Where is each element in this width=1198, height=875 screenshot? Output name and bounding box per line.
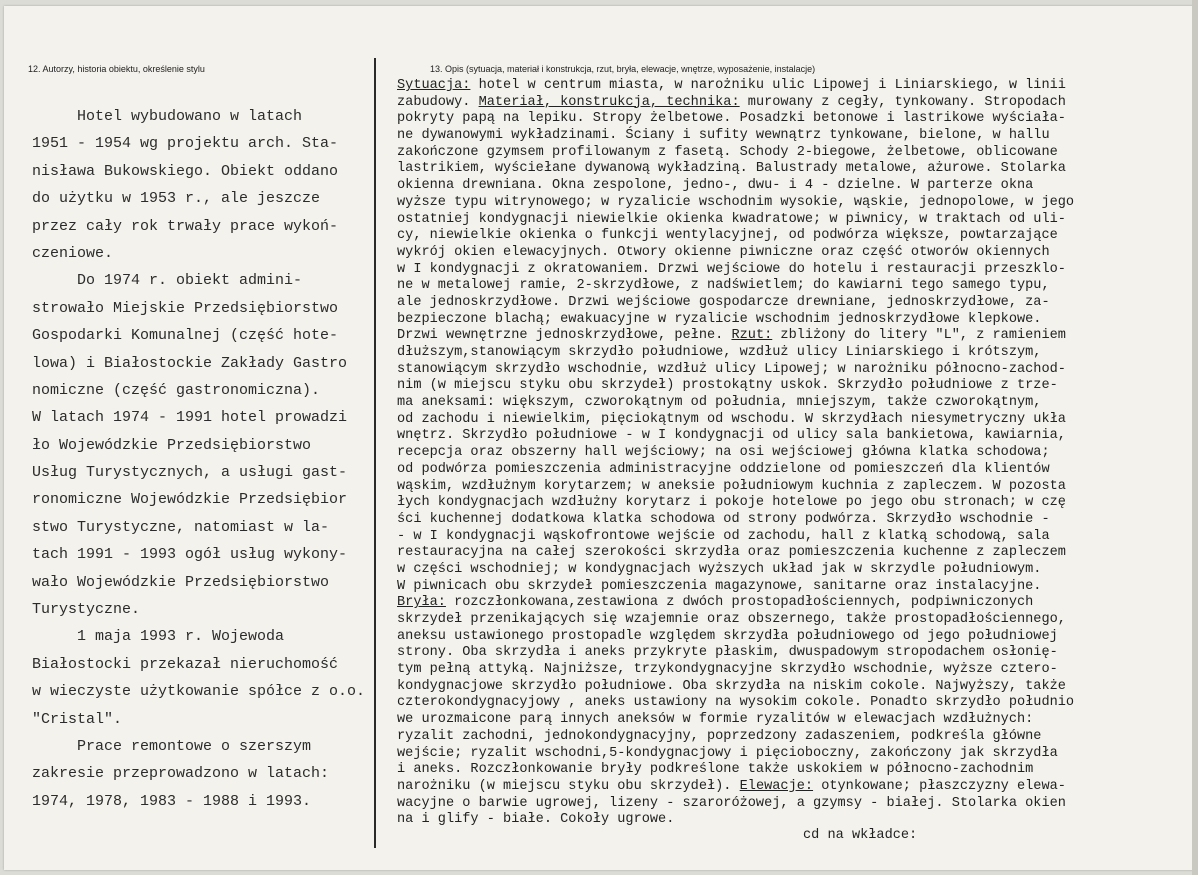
history-line: Gospodarki Komunalnej (część hote-: [32, 327, 339, 345]
description-segment: skrzydeł przenikających się wzajemnie oraz obszernego, także prostopadłościennego,: [397, 612, 1066, 627]
description-line: [397, 529, 1194, 546]
description-line: [397, 362, 1194, 379]
history-line: 1 maja 1993 r. Wojewoda: [32, 628, 285, 646]
description-segment: wyższe typu witrynowego; w ryzalicie wschodnim wysokie, wąskie, jednopolowe, w jego: [397, 194, 1075, 210]
description-segment: zbliżony do litery "L", z ramieniem: [772, 328, 1066, 344]
description-segment: od podwórza pomieszczenia administracyjne oddzielone od pomieszczeń dla klientów: [397, 461, 1050, 477]
description-segment: ne w metalowej ramie, 2-skrzydłowe, z nadświetlem; do kawiarni tego samego typu,: [397, 278, 1050, 294]
description-segment: pokryty papą na lepiku. Stropy żelbetowe. Posadzki betonowe i lastrikowe wyściała-: [397, 111, 1066, 127]
description-line: [397, 161, 1194, 178]
history-line: Usług Turystycznych, a usługi gast-: [32, 464, 348, 482]
description-line: [397, 762, 1194, 779]
history-line: do użytku w 1953 r., ale jeszcze: [32, 190, 321, 208]
description-segment: strony. Oba skrzydła i aneks przykryte płaskim, dwuspadowym stropodachem osłonię-: [397, 645, 1058, 661]
description-line: [397, 295, 1194, 312]
description-segment: dłuższym,stanowiącym skrzydło południowe, wzdłuż ulicy Liniarskiego i krótszym,: [397, 345, 1042, 360]
left-section-header: 12. Autorzy, historia obiektu, określenie stylu: [28, 64, 205, 74]
history-line: nisława Bukowskiego. Obiekt oddano: [32, 162, 339, 180]
description-segment: W piwnicach obu skrzydeł pomieszczenia magazynowe, sanitarne oraz instalacyjne.: [397, 578, 1042, 594]
description-line: [397, 195, 1194, 212]
description-segment: ści kuchennej dodatkowa klatka schodowa od strony podwórza. Skrzydło wschodnie -: [397, 511, 1050, 527]
history-line: wało Wojewódzkie Przedsiębiorstwo: [32, 573, 330, 591]
description-line: [397, 645, 1194, 662]
description-segment: otynkowane; płaszczyzny elewa-: [813, 778, 1066, 794]
description-line: [397, 95, 1194, 112]
description-segment: tym pełną attyką. Najniższe, trzykondygnacyjne skrzydło wschodnie, wyższe cztero-: [397, 662, 1058, 678]
description-segment: cy, niewielkie okienka o funkcji wentylacyjnej, od podwórza większe, powtarzające: [397, 228, 1058, 244]
description-line: [397, 78, 1194, 95]
description-segment: aneksu ustawionego prostopadle względem skrzydła południowego od jego południowej: [397, 628, 1058, 644]
description-segment: ryzalit zachodni, jednokondygnacyjny, poprzedzony zadaszeniem, podkreśla główne: [397, 728, 1042, 744]
description-segment: zabudowy.: [397, 94, 479, 110]
description-line: [397, 712, 1194, 729]
description-line: [397, 479, 1194, 496]
description-line: [397, 445, 1194, 462]
description-line: [397, 779, 1194, 796]
description-line: [397, 729, 1194, 746]
history-line: ło Wojewódzkie Przedsiębiorstwo: [32, 436, 312, 454]
page-edge: [1192, 0, 1198, 875]
description-line: [397, 345, 1194, 362]
description-segment: lastrikiem, wyściełane dywanową wykładziną. Balustrady metalowe, ażurowe. Stolarka: [397, 161, 1066, 177]
description-line: [397, 228, 1194, 245]
description-line: [397, 428, 1194, 445]
section-label: Sytuacja:: [397, 78, 471, 93]
description-segment: nim (w miejscu styku obu skrzydeł) prostokątny uskok. Skrzydło południowe z trze-: [397, 378, 1058, 394]
description-segment: od zachodu i niewielkim, pięciokątnym od wschodu. W skrzydłach niesymetryczny ukła: [397, 411, 1066, 427]
description-segment: i aneks. Rozczłonkowanie bryły podkreślone także uskokiem w północno-zachodnim: [397, 762, 1034, 778]
section-label: Elewacje:: [739, 778, 814, 794]
description-line: [397, 545, 1194, 562]
description-segment: wnętrz. Skrzydło południowe - w I kondygnacji od ulicy sala bankietowa, kawiarnia,: [397, 428, 1066, 444]
document-sheet: [4, 6, 1194, 870]
description-line: [397, 328, 1194, 345]
description-line: [397, 128, 1194, 145]
history-line: stwo Turystyczne, natomiast w la-: [32, 518, 330, 536]
history-line: zakresie przeprowadzono w latach:: [32, 765, 330, 783]
description-line: [397, 579, 1194, 596]
description-line: [397, 145, 1194, 162]
history-line: Prace remontowe o szerszym: [32, 737, 312, 755]
description-line: [397, 612, 1194, 629]
right-section-header: 13. Opis (sytuacja, materiał i konstrukcja, rzut, bryła, elewacje, wnętrze, wyposażenie, instalacje): [430, 64, 816, 74]
description-line: [397, 245, 1194, 262]
description-line: [397, 111, 1194, 128]
description-segment: czterokondygnacyjowy , aneks ustawiony na wysokim cokole. Ponadto skrzydło południo: [397, 695, 1075, 711]
history-line: ronomiczne Wojewódzkie Przedsiębior: [32, 491, 348, 509]
description-line: [397, 178, 1194, 195]
history-line: 1951 - 1954 wg projektu arch. Sta-: [32, 135, 339, 153]
description-line: [397, 512, 1194, 529]
description-line: [397, 462, 1194, 479]
description-segment: rozczłonkowana,zestawiona z dwóch prostopadłościennych, podpiwniczonych: [445, 595, 1034, 611]
history-text: [32, 103, 377, 815]
description-segment: łych kondygnacjach wzdłużny korytarz i pokoje hotelowe po jego obu stronach; w czę: [397, 495, 1066, 511]
description-text: [397, 78, 1194, 829]
history-line: strowało Miejskie Przedsiębiorstwo: [32, 299, 339, 317]
description-line: [397, 412, 1194, 429]
history-line: "Cristal".: [32, 710, 123, 728]
description-segment: ale jednoskrzydłowe. Drzwi wejściowe gospodarcze drewniane, jednoskrzydłowe, za-: [397, 294, 1050, 310]
description-line: [397, 378, 1194, 395]
history-line: lowa) i Białostockie Zakłady Gastro: [32, 354, 348, 372]
description-line: [397, 629, 1194, 646]
description-segment: wacyjne o barwie ugrowej, lizeny - szaroróżowej, a gzymsy - białej. Stolarka okien: [397, 795, 1066, 811]
history-line: Hotel wybudowano w latach: [32, 108, 303, 125]
description-segment: ostatniej kondygnacji niewielkie okienka kwadratowe; w piwnicy, w traktach od uli-: [397, 211, 1066, 227]
history-line: przez cały rok trwały prace wykoń-: [32, 217, 339, 235]
description-line: [397, 212, 1194, 229]
description-segment: Drzwi wewnętrzne jednoskrzydłowe, pełne.: [397, 328, 732, 344]
description-line: [397, 662, 1194, 679]
description-segment: - w I kondygnacji wąskofrontowe wejście od zachodu, hall z klatką schodową, sala: [397, 528, 1050, 544]
description-segment: wykrój okien elewacyjnych. Otwory okienne piwniczne oraz część otworów okiennych: [397, 244, 1050, 260]
description-line: [397, 812, 1194, 829]
description-segment: we urozmaicone parą innych aneksów w formie ryzalitów w elewacjach wzdłużnych:: [397, 712, 1034, 728]
section-label: Bryła:: [397, 595, 446, 611]
description-segment: ma aneksami: większym, czworokątnym od południa, mniejszym, także czworokątnym,: [397, 395, 1042, 411]
description-line: [397, 746, 1194, 763]
description-line: [397, 562, 1194, 579]
description-segment: wejście; ryzalit wschodni,5-kondygnacjowy i pięcioboczny, zakończony jak skrzydła: [397, 745, 1058, 761]
description-segment: stanowiącym skrzydło wschodnie, wzdłuż ulicy Lipowej; w narożniku północno-zachod-: [397, 361, 1066, 377]
description-segment: hotel w centrum miasta, w narożniku ulic Lipowej i Liniarskiego, w linii: [470, 78, 1066, 93]
description-line: [397, 796, 1194, 813]
history-line: czeniowe.: [32, 244, 114, 262]
description-line: [397, 278, 1194, 295]
description-line: [397, 679, 1194, 696]
description-line: [397, 312, 1194, 329]
history-line: Do 1974 r. obiekt admini-: [32, 272, 303, 290]
description-segment: w części wschodniej; w kondygnacjach wyższych układ jak w skrzydle południowym.: [397, 561, 1042, 577]
history-line: Turystyczne.: [32, 601, 141, 619]
history-line: nomiczne (część gastronomiczna).: [32, 381, 321, 399]
description-line: [397, 495, 1194, 512]
description-segment: murowany z cegły, tynkowany. Stropodach: [739, 94, 1066, 110]
description-segment: kondygnacjowe skrzydło południowe. Oba skrzydła na niskim cokole. Najwyższy, także: [397, 678, 1066, 694]
description-line: [397, 262, 1194, 279]
history-line: tach 1991 - 1993 ogół usług wykony-: [32, 546, 348, 564]
description-segment: w I kondygnacji z okratowaniem. Drzwi wejściowe do hotelu i restauracji przeszklo-: [397, 261, 1066, 277]
description-segment: recepcja oraz obszerny hall wejściowy; na osi wejściowej główna klatka schodowa;: [397, 445, 1050, 461]
description-segment: restauracyjna na całej szerokości skrzydła oraz pomieszczenia kuchenne z zapleczem: [397, 545, 1066, 561]
section-label: Rzut:: [731, 328, 773, 344]
description-segment: na i glify - białe. Cokoły ugrowe.: [397, 812, 675, 828]
description-line: [397, 395, 1194, 412]
description-segment: zakończone gzymsem profilowanym z fasetą. Schody 2-biegowe, żelbetowe, oblicowane: [397, 144, 1058, 160]
continuation-note: cd na wkładce:: [803, 828, 918, 843]
description-segment: ne dywanowymi wykładzinami. Ściany i sufity wewnątrz tynkowane, bielone, w hallu: [397, 128, 1050, 144]
history-line: w wieczyste użytkowanie spółce z o.o.: [32, 683, 366, 701]
history-line: Białostocki przekazał nieruchomość: [32, 655, 339, 673]
description-segment: narożniku (w miejscu styku obu skrzydeł).: [397, 778, 740, 794]
history-line: W latach 1974 - 1991 hotel prowadzi: [32, 409, 348, 427]
section-label: Materiał, konstrukcja, technika:: [478, 94, 740, 110]
description-segment: okienna drewniana. Okna zespolone, jedno-, dwu- i 4 - dzielne. W parterze okna: [397, 178, 1034, 194]
history-line: 1974, 1978, 1983 - 1988 i 1993.: [32, 792, 312, 810]
description-line: [397, 595, 1194, 612]
description-segment: bezpieczone blachą; ewakuacyjne w ryzalicie wschodnim jednoskrzydłowe klepkowe.: [397, 311, 1042, 327]
description-line: [397, 695, 1194, 712]
description-segment: wąskim, wzdłużnym korytarzem; w aneksie południowym kuchnia z zapleczem. W pozosta: [397, 478, 1066, 494]
